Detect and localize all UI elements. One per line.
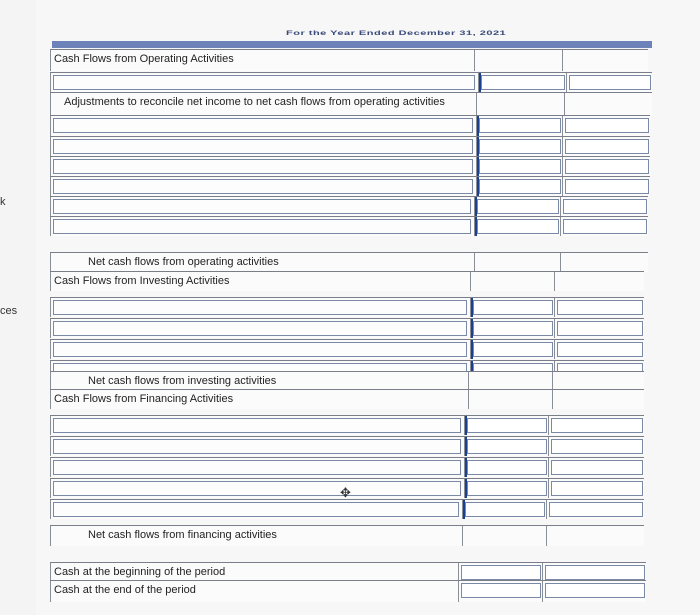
table-header-bar bbox=[52, 41, 652, 48]
amount-cell bbox=[546, 500, 645, 519]
amount-input[interactable] bbox=[545, 583, 645, 598]
table-row bbox=[50, 436, 644, 456]
amount-cell bbox=[564, 93, 653, 115]
amount-cell bbox=[478, 73, 567, 93]
section-label: Cash Flows from Investing Activities bbox=[54, 275, 230, 287]
amount-cell bbox=[542, 581, 647, 602]
table-row bbox=[50, 389, 644, 409]
amount-cell bbox=[462, 526, 547, 546]
amount-cell bbox=[560, 197, 649, 216]
amount-cell bbox=[548, 437, 645, 456]
move-cursor-icon: ✥ bbox=[340, 485, 351, 500]
row-label-cell bbox=[50, 73, 481, 93]
amount-input[interactable] bbox=[473, 300, 553, 315]
table-row bbox=[50, 525, 644, 546]
table-row bbox=[50, 457, 644, 477]
amount-cell bbox=[464, 479, 549, 498]
table-row bbox=[50, 580, 646, 602]
amount-input[interactable] bbox=[565, 179, 649, 194]
amount-cell bbox=[546, 526, 645, 546]
amount-input[interactable] bbox=[465, 502, 545, 517]
line-item-input[interactable] bbox=[53, 159, 473, 174]
amount-input[interactable] bbox=[545, 565, 645, 580]
amount-input[interactable] bbox=[549, 502, 643, 517]
line-item-input[interactable] bbox=[53, 481, 461, 496]
amount-input[interactable] bbox=[557, 321, 643, 336]
line-item-input[interactable] bbox=[53, 118, 473, 133]
line-item-input[interactable] bbox=[53, 179, 473, 194]
amount-cell bbox=[552, 390, 645, 409]
line-item-input[interactable] bbox=[53, 321, 467, 336]
amount-cell bbox=[462, 500, 547, 519]
amount-input[interactable] bbox=[461, 565, 541, 580]
amount-input[interactable] bbox=[467, 460, 547, 475]
section-label: Cash at the end of the period bbox=[54, 584, 196, 596]
statement-title: For the Year Ended December 31, 2021 bbox=[286, 30, 507, 37]
line-item-input[interactable] bbox=[53, 439, 461, 454]
amount-input[interactable] bbox=[467, 481, 547, 496]
amount-input[interactable] bbox=[481, 75, 565, 90]
amount-input[interactable] bbox=[479, 139, 561, 154]
row-label-cell bbox=[50, 197, 477, 216]
amount-cell bbox=[474, 50, 563, 71]
row-label-cell bbox=[50, 137, 479, 156]
amount-cell bbox=[554, 319, 645, 338]
row-label-cell bbox=[50, 458, 467, 477]
table-row bbox=[50, 415, 644, 435]
table-row bbox=[50, 156, 650, 176]
section-label: Cash Flows from Operating Activities bbox=[54, 53, 234, 65]
row-label-cell bbox=[50, 157, 479, 176]
table-row bbox=[50, 49, 648, 71]
amount-cell bbox=[554, 340, 645, 359]
amount-cell bbox=[476, 177, 563, 196]
amount-cell bbox=[548, 416, 645, 435]
amount-cell bbox=[548, 479, 645, 498]
row-label-cell bbox=[50, 116, 479, 136]
amount-input[interactable] bbox=[467, 418, 547, 433]
amount-cell bbox=[562, 157, 651, 176]
amount-input[interactable] bbox=[461, 583, 541, 598]
table-row bbox=[50, 371, 644, 391]
section-label: Cash at the beginning of the period bbox=[54, 566, 226, 578]
amount-cell bbox=[476, 137, 563, 156]
line-item-input[interactable] bbox=[53, 460, 461, 475]
line-item-input[interactable] bbox=[53, 342, 467, 357]
amount-cell bbox=[476, 157, 563, 176]
amount-cell bbox=[560, 253, 649, 272]
amount-cell bbox=[560, 217, 649, 236]
amount-cell bbox=[464, 416, 549, 435]
section-label: Cash Flows from Financing Activities bbox=[54, 393, 234, 405]
amount-input[interactable] bbox=[477, 219, 559, 234]
amount-input[interactable] bbox=[551, 460, 643, 475]
amount-cell bbox=[470, 272, 555, 291]
amount-cell bbox=[464, 437, 549, 456]
row-label-cell bbox=[50, 319, 473, 338]
table-row bbox=[50, 339, 644, 359]
table-row bbox=[50, 318, 644, 338]
amount-cell bbox=[554, 272, 645, 291]
amount-cell bbox=[562, 177, 651, 196]
table-row bbox=[50, 196, 648, 216]
amount-cell bbox=[468, 390, 553, 409]
row-label-cell bbox=[50, 416, 467, 435]
amount-cell bbox=[562, 50, 649, 71]
amount-cell bbox=[562, 116, 651, 136]
amount-input[interactable] bbox=[473, 342, 553, 357]
amount-cell bbox=[562, 137, 651, 156]
amount-input[interactable] bbox=[557, 300, 643, 315]
line-item-input[interactable] bbox=[53, 300, 467, 315]
line-item-input[interactable] bbox=[53, 502, 459, 517]
amount-input[interactable] bbox=[473, 321, 553, 336]
line-item-input[interactable] bbox=[53, 199, 471, 214]
amount-cell bbox=[474, 217, 561, 236]
amount-input[interactable] bbox=[565, 118, 649, 133]
table-row bbox=[50, 115, 650, 136]
table-row bbox=[50, 271, 644, 291]
row-label-cell bbox=[50, 340, 473, 359]
line-item-input[interactable] bbox=[53, 139, 473, 154]
amount-cell bbox=[476, 116, 563, 136]
amount-input[interactable] bbox=[565, 139, 649, 154]
left-panel-fragment: ces bbox=[0, 305, 18, 317]
amount-input[interactable] bbox=[565, 159, 649, 174]
amount-cell bbox=[464, 458, 549, 477]
section-label: Adjustments to reconcile net income to net cash flows from operating activities bbox=[64, 96, 445, 108]
row-label-cell bbox=[50, 500, 465, 519]
line-item-input[interactable] bbox=[53, 418, 461, 433]
amount-cell bbox=[476, 93, 565, 115]
amount-input[interactable] bbox=[563, 219, 647, 234]
amount-cell bbox=[554, 298, 645, 317]
line-item-input[interactable] bbox=[53, 219, 471, 234]
amount-cell bbox=[470, 319, 555, 338]
amount-input[interactable] bbox=[557, 342, 643, 357]
row-label-cell bbox=[50, 217, 477, 236]
amount-input[interactable] bbox=[479, 118, 561, 133]
amount-input[interactable] bbox=[479, 159, 561, 174]
amount-input[interactable] bbox=[563, 199, 647, 214]
row-label-cell bbox=[50, 479, 467, 498]
amount-input[interactable] bbox=[477, 199, 559, 214]
amount-cell bbox=[470, 298, 555, 317]
amount-input[interactable] bbox=[551, 439, 643, 454]
amount-input[interactable] bbox=[479, 179, 561, 194]
row-label-cell bbox=[50, 437, 467, 456]
left-panel-fragment: k bbox=[0, 196, 6, 208]
amount-input[interactable] bbox=[569, 75, 651, 90]
amount-input[interactable] bbox=[551, 481, 643, 496]
row-label-cell bbox=[50, 177, 479, 196]
table-row bbox=[50, 216, 648, 236]
amount-cell bbox=[474, 197, 561, 216]
amount-cell bbox=[566, 73, 653, 93]
table-row bbox=[50, 176, 650, 196]
line-item-input[interactable] bbox=[53, 75, 475, 90]
section-label: Net cash flows from financing activities bbox=[88, 529, 277, 541]
left-panel-strip bbox=[0, 0, 37, 615]
section-label: Net cash flows from investing activities bbox=[88, 375, 277, 387]
amount-cell bbox=[470, 340, 555, 359]
table-row bbox=[50, 499, 644, 519]
amount-input[interactable] bbox=[467, 439, 547, 454]
amount-input[interactable] bbox=[551, 418, 643, 433]
table-row bbox=[50, 92, 652, 115]
table-row bbox=[50, 297, 644, 317]
table-row bbox=[50, 136, 650, 156]
row-label-cell bbox=[50, 298, 473, 317]
amount-cell bbox=[474, 253, 561, 272]
section-label: Net cash flows from operating activities bbox=[88, 256, 279, 268]
table-row bbox=[50, 252, 648, 272]
table-row bbox=[50, 72, 652, 93]
amount-cell bbox=[548, 458, 645, 477]
amount-cell bbox=[458, 581, 543, 602]
